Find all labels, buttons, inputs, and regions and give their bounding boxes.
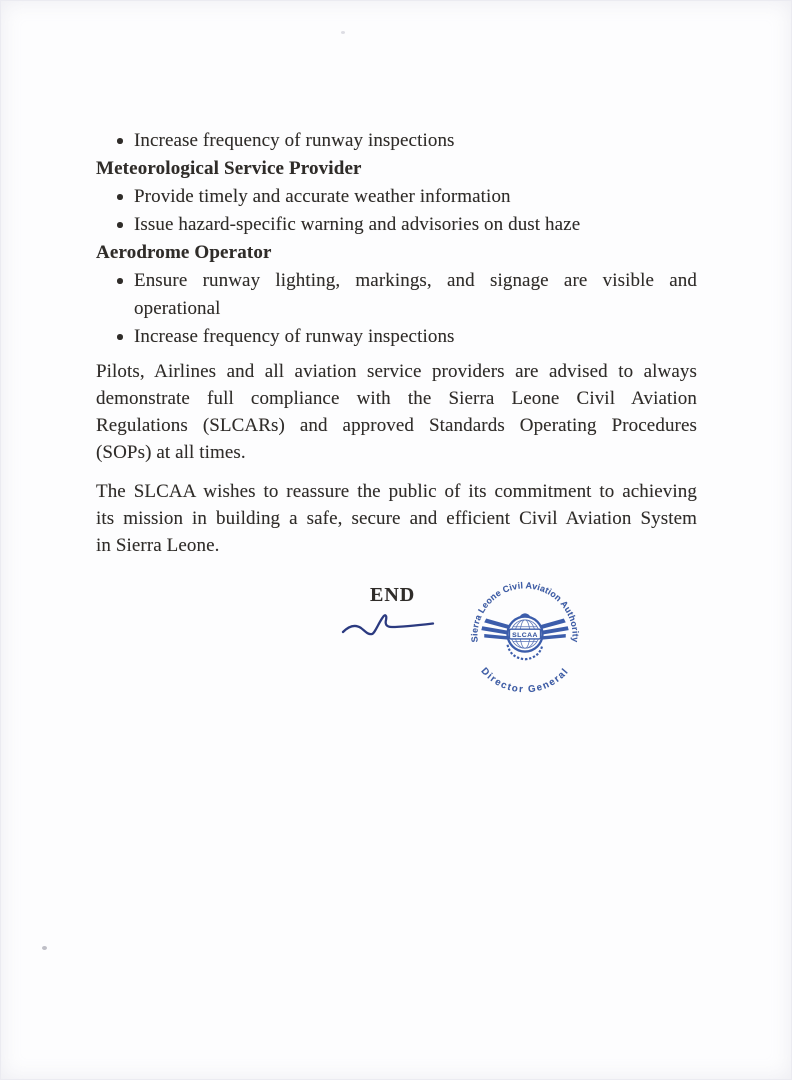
slcaa-stamp (459, 570, 591, 702)
text-line: (SOPs) at all times. (96, 442, 246, 463)
text-line: operational (134, 298, 221, 319)
text-line: Regulations (SLCARs) and approved Standards Operating Procedures (96, 415, 697, 436)
text-line: Provide timely and accurate weather information (134, 186, 511, 207)
meteorological-bullet-list (96, 183, 697, 239)
paragraph-reassurance (96, 478, 697, 559)
text-line: Increase frequency of runway inspections (134, 326, 455, 347)
list-item (134, 211, 697, 239)
list-item (134, 267, 697, 323)
section-heading-aerodrome: Aerodrome Operator (96, 242, 272, 263)
globe-icon (508, 617, 543, 660)
list-item (134, 183, 697, 211)
text-line: Increase frequency of runway inspections (134, 130, 455, 151)
list-item (134, 323, 697, 351)
text-line: its mission in building a safe, secure and efficient Civil Aviation System (96, 508, 697, 529)
end-label: END (370, 584, 416, 606)
text-line: Pilots, Airlines and all aviation service providers are advised to always (96, 361, 697, 382)
section-heading-meteorological: Meteorological Service Provider (96, 158, 362, 179)
stamp-arc-top-text: Sierra Leone Civil Aviation Authority (469, 580, 581, 643)
text-line: demonstrate full compliance with the Sierra Leone Civil Aviation (96, 388, 697, 409)
text-line: Ensure runway lighting, markings, and signage are visible and (134, 270, 697, 291)
signature-icon (340, 607, 438, 645)
stamp-center-label: SLCAA (512, 631, 538, 639)
text-line: in Sierra Leone. (96, 535, 220, 556)
list-item (134, 127, 697, 155)
stamp-arc-bottom-text: Director General (478, 665, 572, 696)
text-line: Issue hazard-specific warning and advisories on dust haze (134, 214, 581, 235)
scan-artifact-speck (42, 946, 47, 950)
text-line: The SLCAA wishes to reassure the public of its commitment to achieving (96, 481, 697, 502)
paragraph-compliance (96, 358, 697, 466)
scan-artifact-speck (341, 31, 345, 34)
aerodrome-bullet-list (96, 267, 697, 351)
intro-bullet-list (96, 127, 697, 155)
